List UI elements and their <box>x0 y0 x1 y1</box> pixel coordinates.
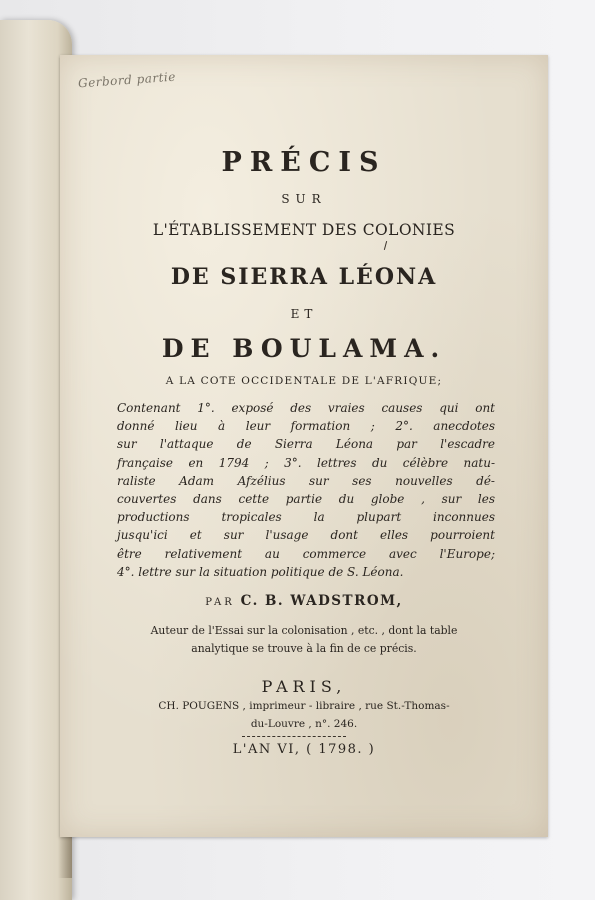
publication-date: L'AN VI, ( 1798. ) <box>232 742 376 757</box>
description-line: être relativement au commerce avec l'Europe; <box>117 546 495 561</box>
author-note-line-1: Auteur de l'Essai sur la colonisation , etc. , dont la table <box>150 624 458 637</box>
description-line: jusqu'ici et sur l'usage dont elles pourroient <box>117 528 495 543</box>
description-line: donné lieu à leur formation ; 2°. anecdotes <box>117 419 495 434</box>
book-title: PRÉCIS <box>221 147 387 178</box>
author-note-line-2: analytique se trouve à la fin de ce précis. <box>191 642 417 655</box>
description-line: productions tropicales la plupart inconnues <box>117 510 495 525</box>
contents-description <box>117 399 495 581</box>
title-boulama: DE BOULAMA. <box>161 334 447 363</box>
title-page <box>60 55 548 837</box>
title-sur: SUR <box>281 192 327 206</box>
description-line: raliste Adam Afzélius sur ses nouvelles dé- <box>117 473 495 488</box>
author-byline <box>60 593 548 609</box>
description-line: française en 1794 ; 3°. lettres du célèbre natu- <box>117 455 495 470</box>
dashed-rule <box>242 736 346 737</box>
title-establishment: L'ÉTABLISSEMENT DES COLONIES <box>152 221 456 239</box>
description-line: 4°. lettre sur la situation politique de S. Léona. <box>117 564 404 579</box>
title-et: ET <box>290 307 318 321</box>
title-sierra-leona: DE SIERRA LÉONA <box>170 264 438 290</box>
description-line: sur l'attaque de Sierra Léona par l'escadre <box>117 437 495 452</box>
printer-line-1: CH. POUGENS , imprimeur - libraire , rue St.-Thomas- <box>158 700 450 712</box>
handwritten-signature: Gerbord partie <box>77 69 177 91</box>
printer-line-2: du-Louvre , n°. 246. <box>250 718 358 730</box>
ink-mark <box>384 241 387 250</box>
description-line: Contenant 1°. exposé des vraies causes qui ont <box>117 401 495 415</box>
author-name: C. B. WADSTROM, <box>240 593 403 609</box>
title-coast: A LA COTE OCCIDENTALE DE L'AFRIQUE; <box>165 375 443 387</box>
imprint-city: PARIS, <box>261 677 347 696</box>
par-label: PAR <box>205 597 235 608</box>
description-line: couvertes dans cette partie du globe , sur les <box>117 492 495 507</box>
